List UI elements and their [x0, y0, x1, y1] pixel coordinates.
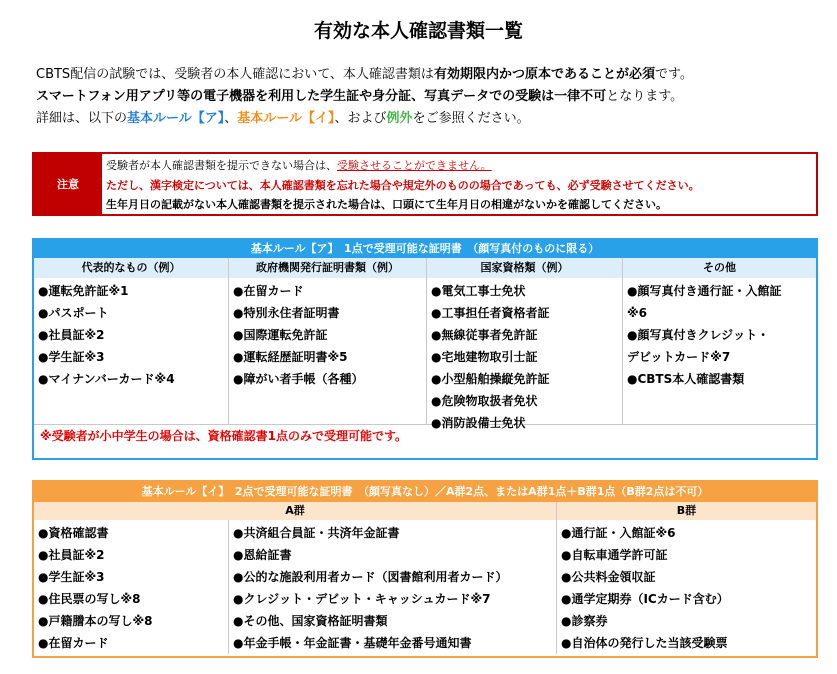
group-a-column — [34, 520, 229, 654]
rule-a-note: ※受験者が小中学生の場合は、資格確認書1点のみで受理可能です。 — [40, 429, 408, 443]
list-item: ●年金手帳・年金証書・基礎年金番号通知書 — [233, 636, 472, 650]
list-item: ●宅地建物取引士証 — [431, 350, 538, 364]
list-item: ●公共料金領収証 — [561, 570, 656, 584]
list-item: デビットカード※7 — [627, 350, 731, 364]
intro-line-2 — [36, 86, 826, 108]
intro-text: 、 — [224, 111, 238, 126]
rule-a-reference: 基本ルール【ア】 — [127, 111, 225, 126]
list-item: ●無線従事者免許証 — [431, 328, 538, 342]
caution-warning: 受験させることができません。 — [337, 159, 492, 172]
rule-b-groups — [34, 502, 816, 654]
intro-text: をご参照ください。 — [412, 111, 530, 126]
intro-emphasis: 有効期限内かつ原本であることが必須 — [433, 67, 655, 82]
rule-b-reference: 基本ルール【イ】 — [237, 111, 335, 126]
rule-a-columns — [34, 258, 816, 430]
list-item: ●在留カード — [38, 636, 109, 650]
list-item: ●マイナンバーカード※4 — [38, 372, 175, 386]
intro-line-3 — [36, 108, 826, 130]
intro-text: 詳細は、以下の — [36, 111, 128, 126]
list-item: ●障がい者手帳（各種） — [233, 372, 364, 386]
group-b — [557, 502, 816, 654]
list-item: ●恩給証書 — [233, 548, 292, 562]
caution-label: 注意 — [34, 154, 102, 214]
list-item: ●住民票の写し※8 — [38, 592, 141, 606]
list-item: ●通学定期券（ICカード含む） — [561, 592, 729, 606]
list-item: ●資格確認書 — [38, 526, 109, 540]
list-item: ●顔写真付き通行証・入館証 — [627, 284, 782, 298]
rule-a-column — [623, 258, 816, 425]
list-item: ●消防設備士免状 — [431, 416, 526, 430]
list-item: ●その他、国家資格証明書類 — [233, 614, 388, 628]
list-item: ●パスポート — [38, 306, 109, 320]
column-heading: 政府機関発行証明書類（例） — [229, 258, 426, 278]
intro-emphasis: スマートフォン用アプリ等の電子機器を利用した学生証や身分証、写真データでの受験は一律不可 — [36, 89, 607, 104]
list-item: ●危険物取扱者免状 — [431, 394, 538, 408]
caution-line-2: ただし、漢字検定については、本人確認書類を忘れた場合や規定外のものの場合であっても、必ず受験させてください。 — [106, 178, 700, 192]
list-item: ●学生証※3 — [38, 350, 105, 364]
list-item: ●自治体の発行した当該受験票 — [561, 636, 728, 650]
page-title: 有効な本人確認書類一覧 — [313, 20, 523, 42]
group-a-heading: A群 — [34, 502, 556, 520]
list-item: ●戸籍謄本の写し※8 — [38, 614, 153, 628]
list-item: ●特別永住者証明書 — [233, 306, 340, 320]
intro-line-1 — [36, 64, 826, 86]
list-item: ●学生証※3 — [38, 570, 105, 584]
intro-text: 、および — [334, 111, 387, 126]
column-heading: 国家資格類（例） — [427, 258, 622, 278]
caution-box — [32, 152, 818, 216]
list-item: ●在留カード — [233, 284, 304, 298]
list-item: ●共済組合員証・共済年金証書 — [233, 526, 400, 540]
list-item: ●公的な施設利用者カード（図書館利用者カード） — [233, 570, 508, 584]
list-item: ●運転免許証※1 — [38, 284, 129, 298]
list-item: ●顔写真付きクレジット・ — [627, 328, 770, 342]
intro-text: CBTS配信の試験では、受験者の本人確認において、本人確認書類は — [36, 67, 434, 82]
list-item: ●工事担任者資格者証 — [431, 306, 550, 320]
intro-text: です。 — [654, 67, 693, 82]
group-b-heading: B群 — [557, 502, 816, 520]
list-item: ●社員証※2 — [38, 328, 105, 342]
column-heading: その他 — [623, 258, 816, 278]
list-item: ●運転経歴証明書※5 — [233, 350, 348, 364]
list-item: ●電気工事士免状 — [431, 284, 526, 298]
list-item: ●社員証※2 — [38, 548, 105, 562]
rule-b-panel — [32, 480, 818, 658]
rule-a-column — [34, 258, 229, 425]
caution-line-1 — [106, 156, 816, 176]
list-item: ●クレジット・デビット・キャッシュカード※7 — [233, 592, 491, 606]
list-item: ●自転車通学許可証 — [561, 548, 668, 562]
list-item: ●診察券 — [561, 614, 608, 628]
intro-text: となります。 — [606, 89, 684, 104]
exception-reference: 例外 — [386, 111, 413, 126]
rule-b-header: 基本ルール【イ】 2点で受理可能な証明書 （顔写真なし）／A群2点、またはA群1点＋B群1点（B群2点は不可） — [34, 482, 816, 502]
group-a — [34, 502, 557, 654]
column-heading: 代表的なもの（例） — [34, 258, 228, 278]
rule-a-column — [427, 258, 623, 430]
group-a-column — [229, 520, 556, 654]
list-item: ●国際運転免許証 — [233, 328, 328, 342]
list-item: ●小型船舶操縦免許証 — [431, 372, 550, 386]
caution-line-3: 生年月日の記載がない本人確認書類を提示された場合は、口頭にて生年月日の相違がないかを確認してください。 — [106, 198, 667, 211]
list-item: ●通行証・入館証※6 — [561, 526, 676, 540]
rule-a-panel — [32, 238, 818, 460]
rule-a-header: 基本ルール【ア】 1点で受理可能な証明書 （顔写真付のものに限る） — [34, 240, 816, 258]
caution-text: 受験者が本人確認書類を提示できない場合は、 — [106, 159, 337, 172]
caution-body — [102, 154, 816, 214]
list-item: ●CBTS本人確認書類 — [627, 372, 745, 386]
rule-a-column — [229, 258, 427, 425]
list-item: ※6 — [627, 306, 648, 320]
